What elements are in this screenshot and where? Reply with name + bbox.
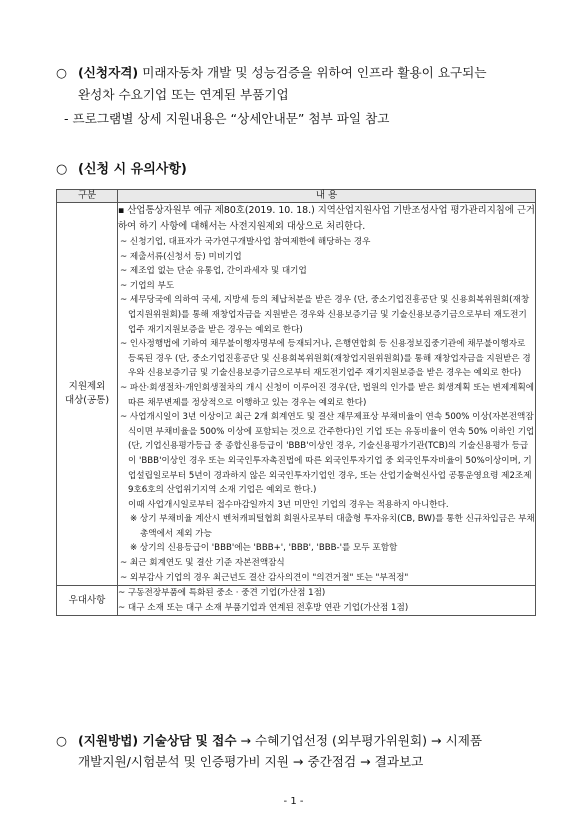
exclusions-intro: ▪ 산업통상자원부 예규 제80호(2019. 10. 18.) 지역산업지원사업 기반조성사업 평가관리지침에 근거하여 하기 사항에 대해서는 사전지원제외 대상으로 처리한다. [118,205,535,232]
header-category: 구분 [57,190,118,203]
eligibility-line-1 [56,64,487,82]
preference-item: ~ 구동전장부품에 특화된 중소 · 중견 기업(가산점 1점) [118,588,326,599]
caution-heading [56,158,187,177]
exclusion-item: ~ 인사정행법에 기하여 채무불이행자명부에 등재되거나, 은행연합회 등 신용정보집중기관에 채무불이행자로 등록된 경우 (단, 중소기업진흥공단 및 신용회복위원회(재창업지원위원회)를 통해 재창업자금을 지원받은 경우와 신용보증기금 및 기술신용보증기금으로부터 재도전기업주 재기지원보증을 받은 경우는 예외로 한다) [120,339,531,379]
category-exclusions-line-1: 지원제외 [68,381,106,393]
method-line-1 [56,732,482,750]
eligibility-label: (신청자격) [78,65,139,80]
method-line-2: 개발지원/시험분석 및 인증평가비 지원 → 중간점검 → 결과보고 [78,754,424,769]
category-exclusions-line-2: 대상(공통) [64,395,110,407]
exclusion-item: ~ 파산·회생절차·개인회생절차의 개시 신청이 이루어진 경우(단, 법원의 인가를 받은 회생계획 또는 변제계획에 따른 채무변제를 정상적으로 이행하고 있는 경우는 예외로 한다) [120,382,535,408]
exclusion-subnote: ※ 상기의 신용등급이 'BBB'에는 'BBB+', 'BBB', 'BBB-'를 모두 포함함 [130,543,398,554]
table-header-row [57,190,536,203]
method-bold-text: 기술상담 및 접수 [138,733,237,748]
circle-bullet-icon: ○ [56,65,67,80]
method-text-1: → 수혜기업선정 (외부평가위원회) → 시제품 [236,733,483,748]
preference-item: ~ 대구 소재 또는 대구 소재 부품기업과 연계된 전후방 연관 기업(가산점 1점) [118,602,409,613]
category-preferences: 우대사항 [57,586,118,616]
caution-title: (신청 시 유의사항) [78,162,187,177]
category-exclusions [57,203,118,586]
exclusion-item: ~ 신청기업, 대표자가 국가연구개발사업 참여제한에 해당하는 경우 [120,237,371,247]
exclusion-item: ~ 제출서류(신청서 등) 미비기업 [120,251,242,262]
eligibility-text-1: 미래자동차 개발 및 성능검증을 위하여 인프라 활용이 요구되는 [138,65,487,80]
header-content: 내 용 [118,190,536,203]
exclusion-item: ~ 세무당국에 의하여 국세, 지방세 등의 체납처분을 받은 경우 (단, 중소기업진흥공단 및 신용회복위원회(재창업지원위원회)를 통해 재창업자금을 지원받은 경우와 신용보증기금 및 기술신용보증기금으로부터 재도전기업주 재기지원보증을 받은 경우는 예외로 한다) [120,295,530,335]
exclusion-item: ~ 사업개시일이 3년 이상이고 최근 2개 회계연도 및 결산 재무제표상 부채비율이 연속 500% 이상(자본전액잠식이면 부채비율을 500% 이상에 포함되는 것으로 간주한다)인 기업 또는 유동비율이 연속 50% 이하인 기업 (단, 기업신용평가등급 중 종합신용등급이 'BBB'이상인 경우, 기술신용평가기관(TCB)의 기술신용평가 등급이 'BBB'이상인 경우 또는 외국인투자촉진법에 따른 외국인투자기업 중 외국인투자비율이 50%이상이며, 기업설립일로부터 5년이 경과하지 않은 외국인투자기업인 경우, 또는 산업기술혁신사업 공통운영요령 제2조제9호6호의 산업위기지역 소재 기업은 예외로 한다.) [120,412,535,496]
exclusion-item: ~ 제조업 없는 단순 유통업, 간이과세자 및 대기업 [120,266,307,277]
circle-bullet-icon: ○ [56,162,68,177]
method-label: (지원방법) [78,733,139,748]
content-exclusions [118,203,536,586]
content-preferences [118,586,536,616]
exclusion-subnote: ※ 상기 부채비율 계산시 벤처캐피털협회 회원사로부터 대출형 투자유치(CB, BW)를 통한 신규차입금은 부채총액에서 제외 가능 [130,514,535,539]
exclusion-item: ~ 외부감사 기업의 경우 최근년도 결산 감사의견이 "의견거절" 또는 "부적정" [120,572,409,583]
eligibility-subnote: - 프로그램별 상세 지원내용은 “상세안내문” 첨부 파일 참고 [64,111,390,126]
table-row-exclusions [57,203,536,586]
exclusion-item: ~ 최근 회계연도 및 결산 기준 자본전액잠식 [120,558,285,569]
exclusion-note: 이때 사업개시일로부터 접수마감일까지 3년 미만인 기업의 경우는 적용하지 아니한다. [128,499,449,510]
caution-table [56,189,536,616]
eligibility-line-2: 완성차 수요기업 또는 연계된 부품기업 [78,87,289,102]
table-row-preferences [57,586,536,616]
circle-bullet-icon: ○ [56,733,67,748]
page-number: - 1 - [283,796,304,807]
exclusion-item: ~ 기업의 부도 [120,280,175,291]
